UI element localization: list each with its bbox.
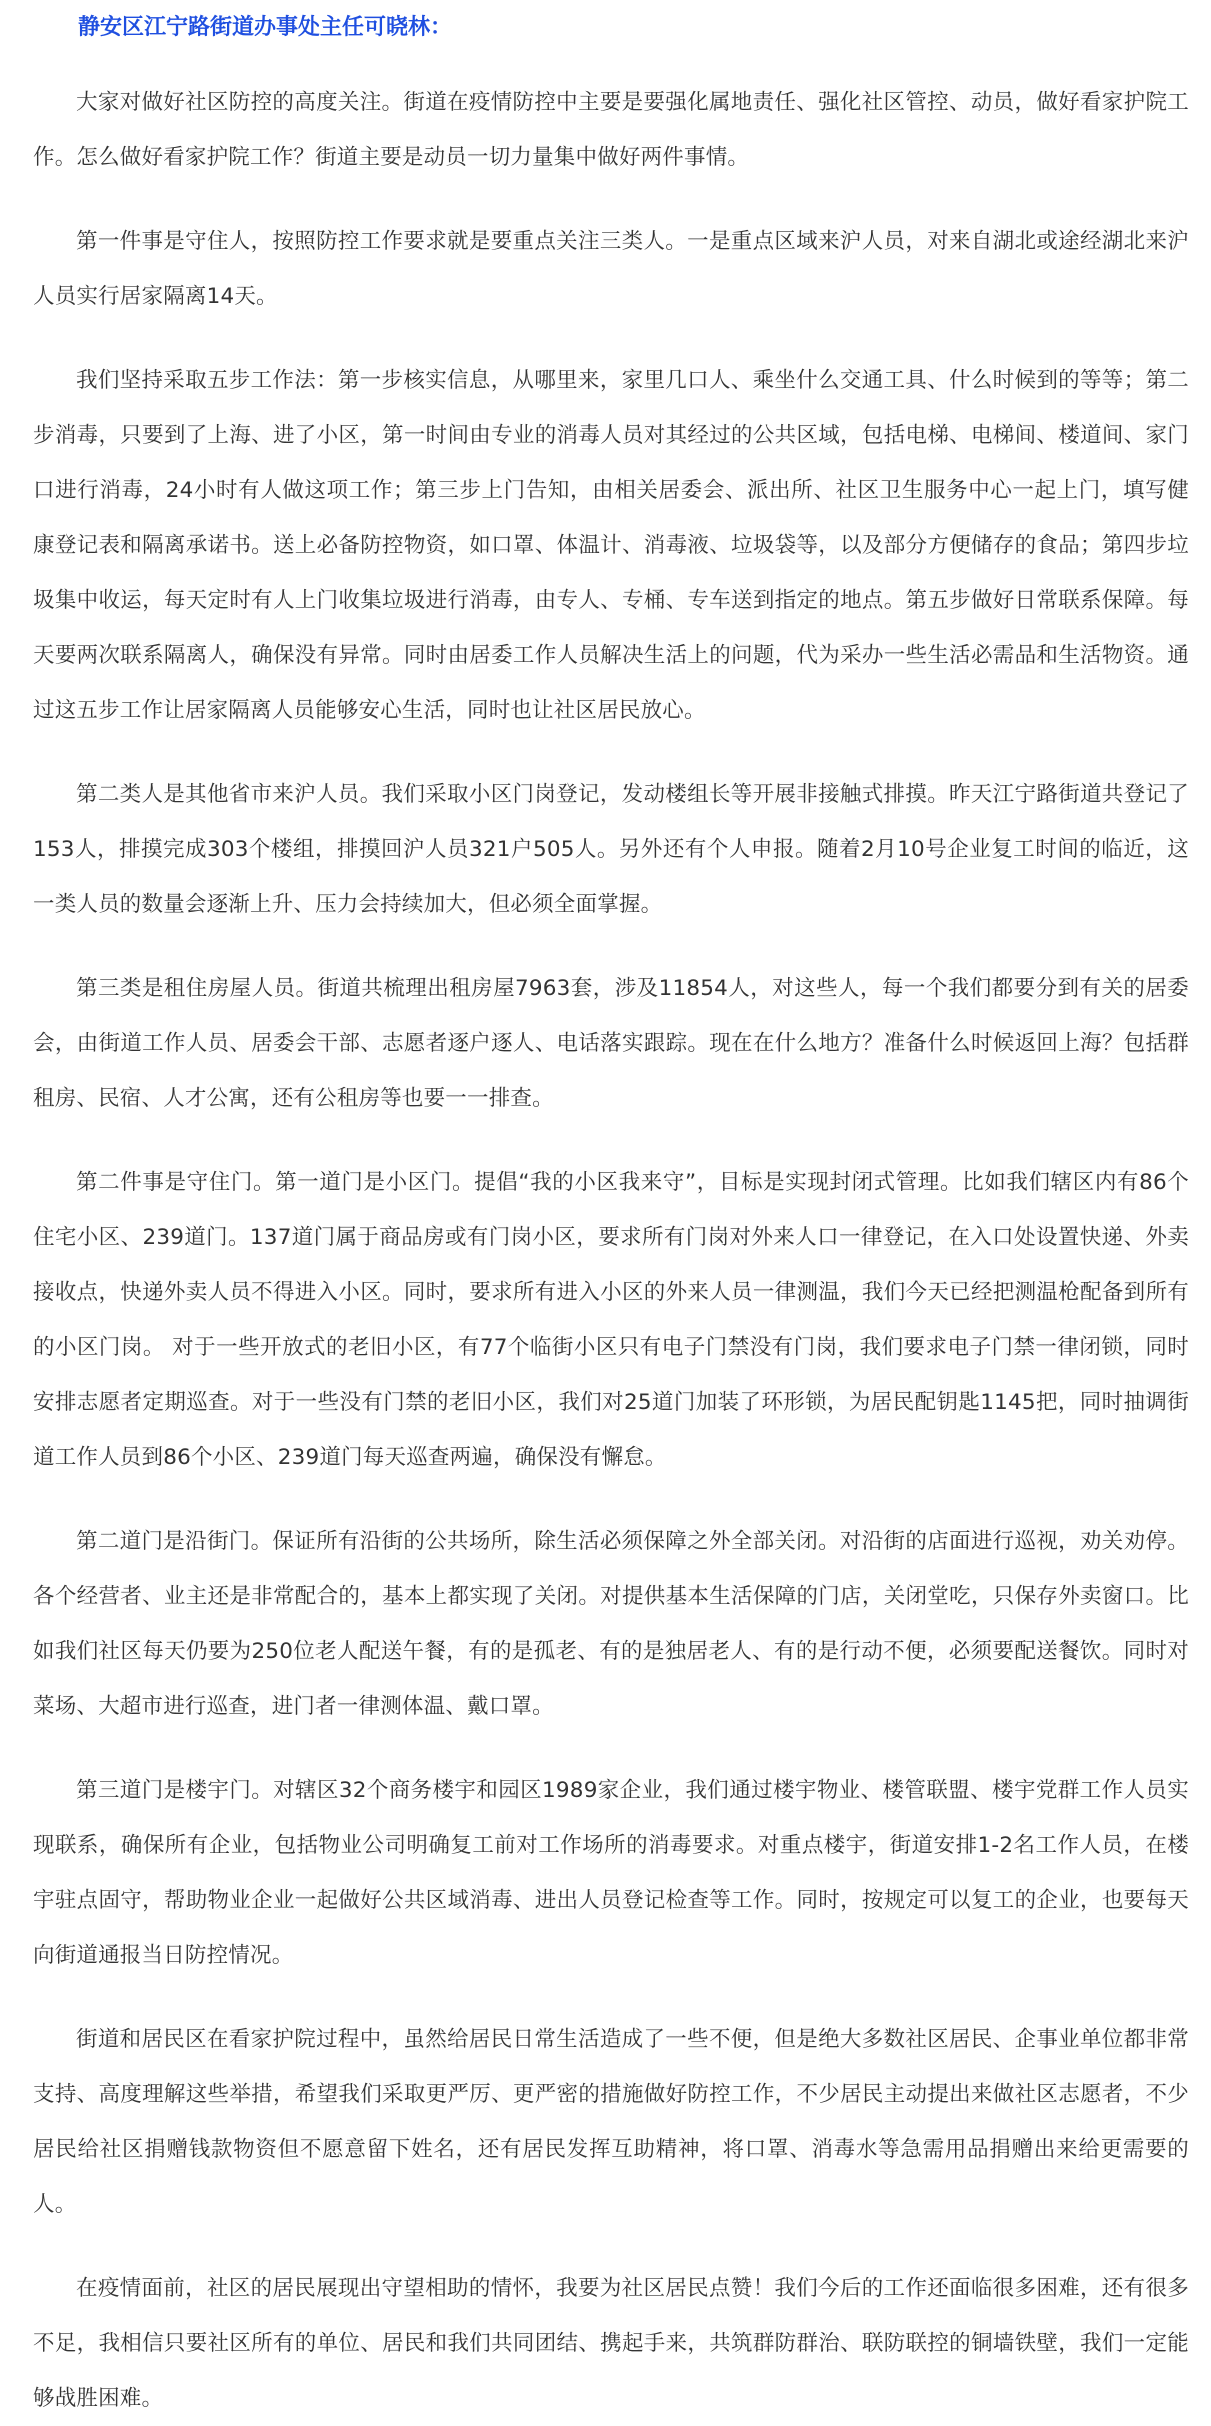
paragraph-building-doors: 第三道门是楼宇门。对辖区32个商务楼宇和园区1989家企业，我们通过楼宇物业、楼管联盟、楼宇党群工作人员实现联系，确保所有企业，包括物业公司明确复工前对工作场所的消毒要求。对重点楼宇，街道安排1-2名工作人员，在楼宇驻点固守，帮助物业企业一起做好公共区域消毒、进出人员登记检查等工作。同时，按规定可以复工的企业，也要每天向街道通报当日防控情况。 <box>33 1778 1189 1968</box>
paragraph-street-doors: 第二道门是沿街门。保证所有沿街的公共场所，除生活必须保障之外全部关闭。对沿街的店面进行巡视，劝关劝停。各个经营者、业主还是非常配合的，基本上都实现了关闭。对提供基本生活保障的门店，关闭堂吃，只保存外卖窗口。比如我们社区每天仍要为250位老人配送午餐，有的是孤老、有的是独居老人、有的是行动不便，必须要配送餐饮。同时对菜场、大超市进行巡查，进门者一律测体温、戴口罩。 <box>33 1529 1189 1719</box>
paragraph-intro: 大家对做好社区防控的高度关注。街道在疫情防控中主要是要强化属地责任、强化社区管控、动员，做好看家护院工作。怎么做好看家护院工作？街道主要是动员一切力量集中做好两件事情。 <box>33 90 1189 170</box>
paragraph-community-gates: 第二件事是守住门。第一道门是小区门。提倡“我的小区我来守”，目标是实现封闭式管理。比如我们辖区内有86个住宅小区、239道门。137道门属于商品房或有门岗小区，要求所有门岗对外来人口一律登记，在入口处设置快递、外卖接收点，快递外卖人员不得进入小区。同时，要求所有进入小区的外来人员一律测温，我们今天已经把测温枪配备到所有的小区门岗。 对于一些开放式的老旧小区，有77个临街小区只有电子门禁没有门岗，我们要求电子门禁一律闭锁，同时安排志愿者定期巡查。对于一些没有门禁的老旧小区，我们对25道门加装了环形锁，为居民配钥匙1145把，同时抽调街道工作人员到86个小区、239道门每天巡查两遍，确保没有懈怠。 <box>33 1170 1189 1470</box>
paragraph-five-step-method: 我们坚持采取五步工作法：第一步核实信息，从哪里来，家里几口人、乘坐什么交通工具、什么时候到的等等；第二步消毒，只要到了上海、进了小区，第一时间由专业的消毒人员对其经过的公共区域，包括电梯、电梯间、楼道间、家门口进行消毒，24小时有人做这项工作；第三步上门告知，由相关居委会、派出所、社区卫生服务中心一起上门，填写健康登记表和隔离承诺书。送上必备防控物资，如口罩、体温计、消毒液、垃圾袋等，以及部分方便储存的食品；第四步垃圾集中收运，每天定时有人上门收集垃圾进行消毒，由专人、专桶、专车送到指定的地点。第五步做好日常联系保障。每天要两次联系隔离人，确保没有异常。同时由居委工作人员解决生活上的问题，代为采办一些生活必需品和生活物资。通过这五步工作让居家隔离人员能够安心生活，同时也让社区居民放心。 <box>33 368 1189 723</box>
paragraph-conclusion: 在疫情面前，社区的居民展现出守望相助的情怀，我要为社区居民点赞！我们今后的工作还面临很多困难，还有很多不足，我相信只要社区所有的单位、居民和我们共同团结、携起手来，共筑群防群治、联防联控的铜墙铁壁，我们一定能够战胜困难。 <box>33 2276 1189 2411</box>
paragraph-guard-people: 第一件事是守住人，按照防控工作要求就是要重点关注三类人。一是重点区域来沪人员，对来自湖北或途经湖北来沪人员实行居家隔离14天。 <box>33 229 1189 309</box>
paragraph-other-provinces: 第二类人是其他省市来沪人员。我们采取小区门岗登记，发动楼组长等开展非接触式排摸。昨天江宁路街道共登记了153人，排摸完成303个楼组，排摸回沪人员321户505人。另外还有个人申报。随着2月10号企业复工时间的临近，这一类人员的数量会逐渐上升、压力会持续加大，但必须全面掌握。 <box>33 782 1189 917</box>
speaker-heading: 静安区江宁路街道办事处主任可晓林： <box>78 15 453 40</box>
paragraph-resident-support: 街道和居民区在看家护院过程中，虽然给居民日常生活造成了一些不便，但是绝大多数社区居民、企事业单位都非常支持、高度理解这些举措，希望我们采取更严厉、更严密的措施做好防控工作，不少居民主动提出来做社区志愿者，不少居民给社区捐赠钱款物资但不愿意留下姓名，还有居民发挥互助精神，将口罩、消毒水等急需用品捐赠出来给更需要的人。 <box>33 2027 1189 2217</box>
paragraph-renters: 第三类是租住房屋人员。街道共梳理出租房屋7963套，涉及11854人，对这些人，每一个我们都要分到有关的居委会，由街道工作人员、居委会干部、志愿者逐户逐人、电话落实跟踪。现在在什么地方？准备什么时候返回上海？包括群租房、民宿、人才公寓，还有公租房等也要一一排查。 <box>33 976 1189 1111</box>
